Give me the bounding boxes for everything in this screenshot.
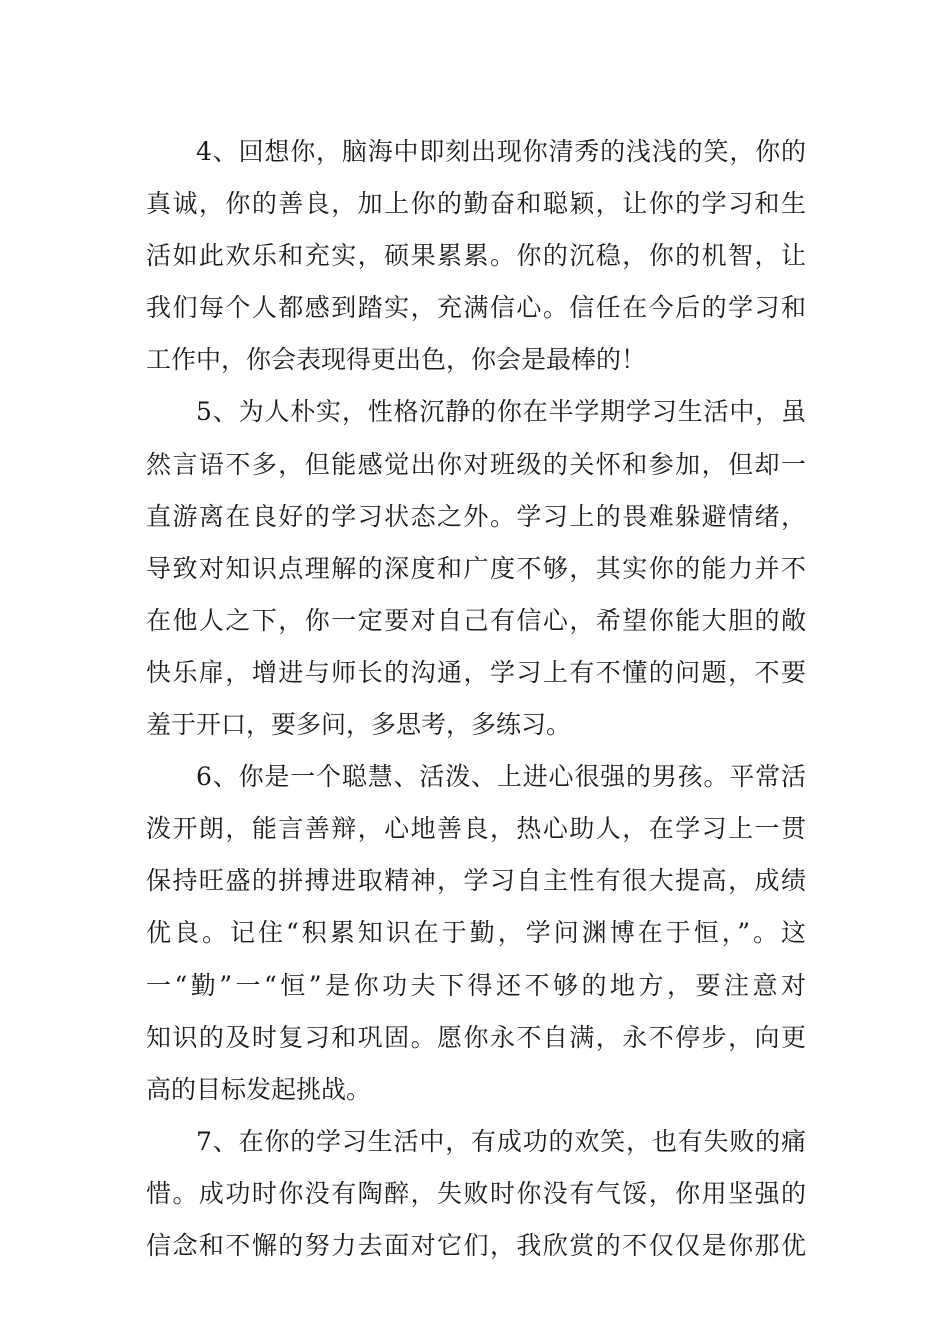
text-line: 6、你是一个聪慧、活泼、上进心很强的男孩。平常活 <box>196 762 806 792</box>
text-line: 工作中，你会表现得更出色，你会是最棒的！ <box>146 345 647 375</box>
text-line: 真诚，你的善良，加上你的勤奋和聪颖，让你的学习和生 <box>146 189 806 219</box>
document-body <box>146 126 806 1272</box>
text-line: 然言语不多，但能感觉出你对班级的关怀和参加，但却一 <box>146 449 806 479</box>
text-line: 羞于开口，要多问，多思考，多练习。 <box>146 710 572 740</box>
text-line: 7、在你的学习生活中，有成功的欢笑，也有失败的痛 <box>196 1126 806 1156</box>
text-line: 保持旺盛的拼搏进取精神，学习自主性有很大提高，成绩 <box>146 866 806 896</box>
text-line: 导致对知识点理解的深度和广度不够，其实你的能力并不 <box>146 553 806 583</box>
text-line: 4、回想你，脑海中即刻出现你清秀的浅浅的笑，你的 <box>196 137 806 166</box>
text-line: 5、为人朴实，性格沉静的你在半学期学习生活中，虽 <box>196 397 806 427</box>
text-line: 活如此欢乐和充实，硕果累累。你的沉稳，你的机智，让 <box>146 241 806 271</box>
text-line: 快乐扉，增进与师长的沟通，学习上有不懂的问题，不要 <box>146 657 806 687</box>
text-line: 一“勤”一“恒”是你功夫下得还不够的地方，要注意对 <box>146 970 806 1000</box>
text-line: 泼开朗，能言善辩，心地善良，热心助人，在学习上一贯 <box>146 814 806 844</box>
text-line: 优良。记住“积累知识在于勤，学问渊博在于恒，”。这 <box>146 918 806 948</box>
text-line: 高的目标发起挑战。 <box>146 1074 372 1104</box>
text-line: 直游离在良好的学习状态之外。学习上的畏难躲避情绪， <box>146 501 806 531</box>
text-line: 在他人之下，你一定要对自己有信心，希望你能大胆的敞 <box>146 605 806 635</box>
text-line: 知识的及时复习和巩固。愿你永不自满，永不停步，向更 <box>146 1022 806 1052</box>
text-line: 信念和不懈的努力去面对它们，我欣赏的不仅仅是你那优 <box>146 1230 806 1260</box>
text-line: 我们每个人都感到踏实，充满信心。信任在今后的学习和 <box>146 293 806 323</box>
text-line: 惜。成功时你没有陶醉，失败时你没有气馁，你用坚强的 <box>146 1178 806 1208</box>
